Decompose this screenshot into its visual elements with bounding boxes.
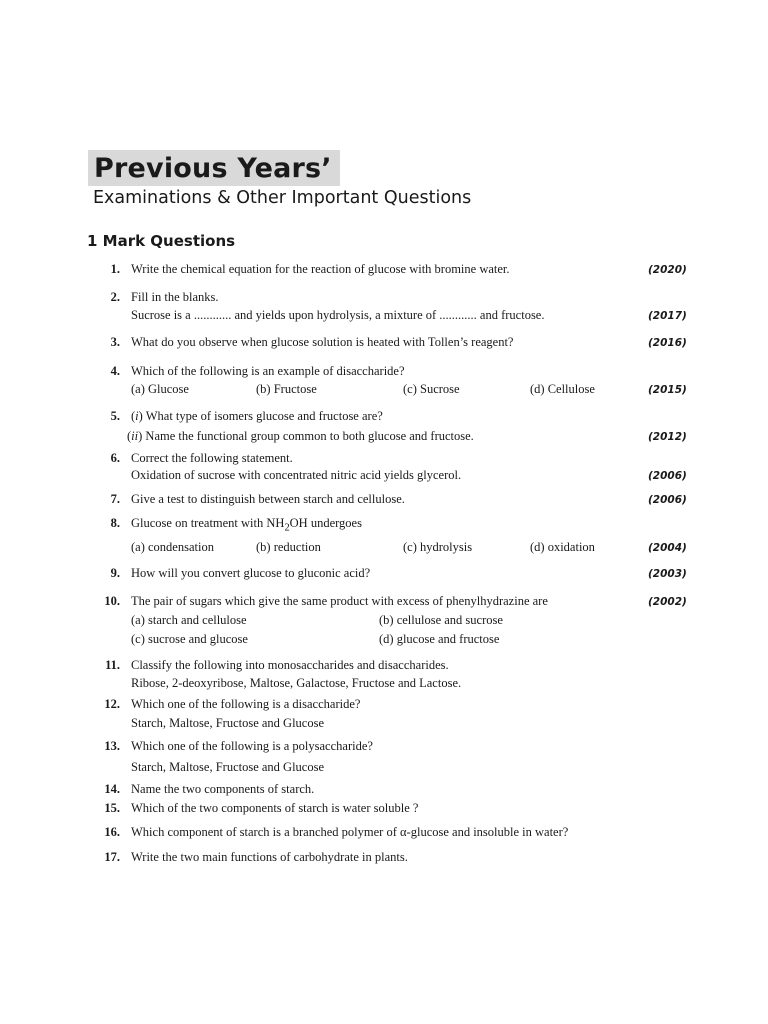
option-c: (c) sucrose and glucose [131, 632, 248, 646]
question-text-part: OH undergoes [289, 516, 362, 530]
question-text: What do you observe when glucose solution is heated with Tollen’s reagent? [131, 335, 514, 349]
question-text-part: Name the functional group common to both glucose and fructose. [142, 429, 474, 443]
option-a: (a) starch and cellulose [131, 613, 247, 627]
question-year: (2006) [648, 470, 687, 482]
question-text-line2: Sucrose is a ............ and yields upon hydrolysis, a mixture of ............ and fructose. [131, 308, 545, 322]
question-text: Give a test to distinguish between starch and cellulose. [131, 492, 405, 506]
question-number: 3. [110, 335, 120, 349]
question-text-line2: Oxidation of sucrose with concentrated nitric acid yields glycerol. [131, 468, 462, 482]
roman-i: (i) [131, 409, 143, 423]
question-number: 14. [104, 782, 120, 796]
question-year: (2017) [648, 310, 687, 322]
option-d: (d) oxidation [530, 540, 595, 554]
question-text: Which component of starch is a branched polymer of α-glucose and insoluble in water? [131, 825, 569, 839]
question-text [131, 409, 383, 424]
question-number: 11. [105, 658, 120, 672]
question-number: 16. [104, 825, 120, 839]
question-year: (2015) [648, 384, 687, 396]
question-number: 5. [110, 409, 120, 423]
question-year: (2002) [648, 596, 687, 608]
question-number: 2. [110, 290, 120, 304]
question-number: 17. [104, 850, 120, 864]
question-text: Which one of the following is a disaccharide? [131, 697, 361, 711]
question-text: Fill in the blanks. [131, 290, 219, 304]
question-number: 8. [110, 516, 120, 530]
question-year: (2016) [648, 337, 687, 349]
question-text: How will you convert glucose to gluconic acid? [131, 566, 371, 580]
question-number: 13. [104, 739, 120, 753]
question-number: 7. [110, 492, 120, 506]
option-d: (d) glucose and fructose [379, 632, 500, 646]
option-b: (b) Fructose [256, 382, 317, 396]
question-text: The pair of sugars which give the same product with excess of phenylhydrazine are [131, 594, 548, 608]
question-text-part: What type of isomers glucose and fructose are? [142, 409, 383, 423]
question-text [131, 516, 362, 534]
option-a: (a) Glucose [131, 382, 189, 396]
question-year: (2004) [648, 542, 687, 554]
option-c: (c) hydrolysis [403, 540, 473, 554]
question-number: 6. [110, 451, 120, 465]
question-year: (2012) [648, 431, 687, 443]
question-text: Name the two components of starch. [131, 782, 315, 796]
question-text: Write the chemical equation for the reaction of glucose with bromine water. [131, 262, 510, 276]
roman-ii: ii [131, 429, 139, 443]
question-text: Correct the following statement. [131, 451, 293, 465]
question-number: 15. [104, 801, 120, 815]
question-number: 9. [110, 566, 120, 580]
subscript: 2 [284, 522, 290, 534]
question-text-line2: Starch, Maltose, Fructose and Glucose [131, 716, 325, 730]
question-text-line2: Starch, Maltose, Fructose and Glucose [131, 760, 325, 774]
question-text-part: Glucose on treatment with NH [131, 516, 285, 530]
question-text: Which of the following is an example of disaccharide? [131, 364, 405, 378]
option-a: (a) condensation [131, 540, 214, 554]
option-d: (d) Cellulose [530, 382, 595, 396]
question-text: Write the two main functions of carbohydrate in plants. [131, 850, 408, 864]
question-text: Classify the following into monosaccharides and disaccharides. [131, 658, 449, 672]
question-text-line2: Ribose, 2-deoxyribose, Maltose, Galactose, Fructose and Lactose. [131, 676, 462, 690]
question-year: (2006) [648, 494, 687, 506]
page-title: Previous Years’ [88, 150, 340, 186]
section-title: 1 Mark Questions [87, 232, 236, 250]
question-number: 4. [110, 364, 120, 378]
option-b: (b) cellulose and sucrose [379, 613, 503, 627]
question-text: Which one of the following is a polysaccharide? [131, 739, 373, 753]
option-c: (c) Sucrose [403, 382, 460, 396]
question-number: 12. [104, 697, 120, 711]
question-number: 1. [110, 262, 120, 276]
question-number: 10. [104, 594, 120, 608]
question-year: (2003) [648, 568, 687, 580]
question-year: (2020) [648, 264, 687, 276]
question-text-line2: (ii) Name the functional group common to both glucose and fructose. [127, 429, 474, 443]
page-subtitle: Examinations & Other Important Questions [93, 188, 472, 208]
option-b: (b) reduction [256, 540, 321, 554]
question-text: Which of the two components of starch is water soluble ? [131, 801, 419, 815]
